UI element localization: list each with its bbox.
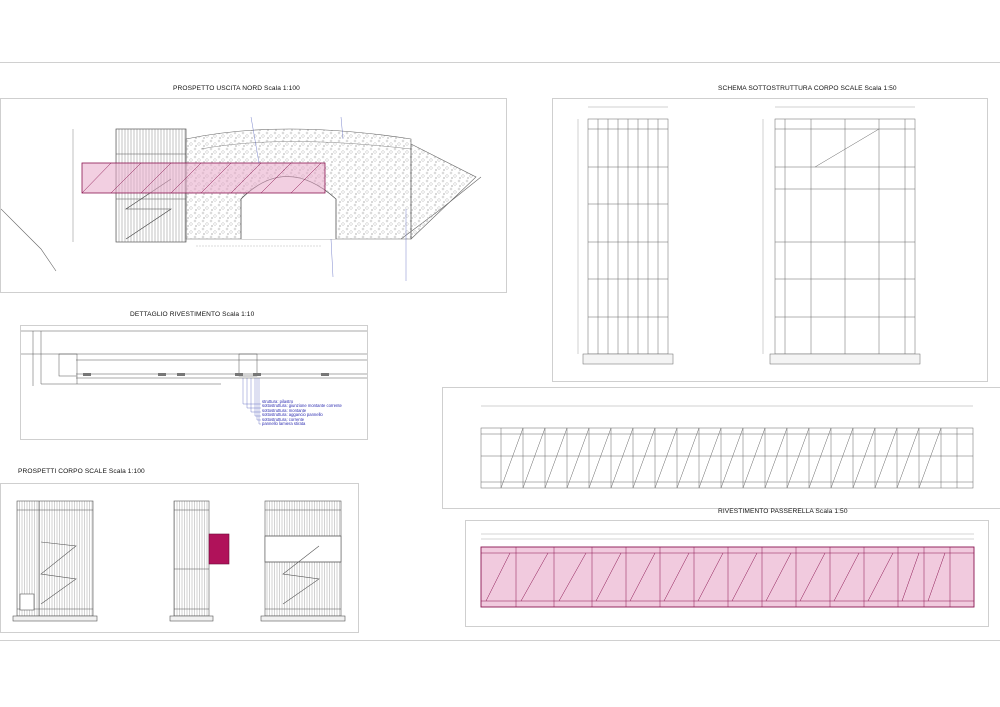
title-prospetto-nord: PROSPETTO USCITA NORD Scala 1:100 — [173, 85, 300, 92]
rivestimento-passerella-svg — [466, 521, 988, 626]
legend-item: sottostruttura: corrente — [262, 416, 305, 422]
drawing-schema-corpo-scale[interactable] — [552, 98, 988, 382]
prospetti-corpo-scale-svg — [1, 484, 358, 632]
title-prospetti-corpo-scale: PROSPETTI CORPO SCALE Scala 1:100 — [18, 468, 145, 475]
legend-item: pannello lamiera stirata — [262, 421, 306, 427]
schema-passerella-svg — [443, 388, 1000, 508]
drawing-prospetto-nord[interactable] — [0, 98, 507, 293]
drawing-prospetti-corpo-scale[interactable] — [0, 483, 359, 633]
legend-item: sottostruttura: giunzione montante corrente — [262, 403, 342, 409]
prospetto-nord-svg — [1, 99, 506, 292]
legend-item: sottostruttura: aggancio pannello — [262, 412, 323, 418]
schema-corpo-scale-svg — [553, 99, 987, 381]
legend-item: struttura: pilastro — [262, 399, 294, 404]
title-schema-corpo-scale: SCHEMA SOTTOSTRUTTURA CORPO SCALE Scala 1:50 — [718, 85, 897, 92]
drawing-schema-passerella[interactable] — [442, 387, 1000, 509]
sheet-bottom-border — [0, 640, 1000, 641]
title-dettaglio-rivestimento: DETTAGLIO RIVESTIMENTO Scala 1:10 — [130, 311, 255, 318]
title-rivestimento-passerella: RIVESTIMENTO PASSERELLA Scala 1:50 — [718, 508, 848, 515]
passerella-bays — [501, 428, 957, 488]
sheet-top-border — [0, 62, 1000, 63]
drawing-dettaglio-rivestimento[interactable] — [20, 325, 368, 440]
drawing-rivestimento-passerella[interactable] — [465, 520, 989, 627]
legend-dettaglio — [262, 400, 342, 426]
legend-item: sottostruttura: montante — [262, 407, 307, 413]
